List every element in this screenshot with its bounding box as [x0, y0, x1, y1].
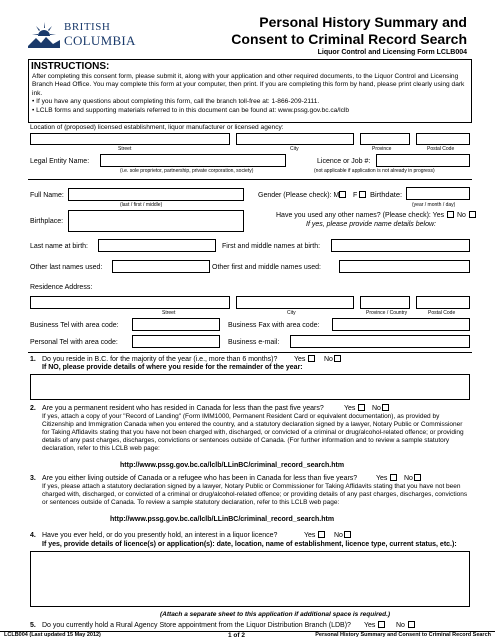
attach-note: (Attach a separate sheet to this application if additional space is required.) [160, 611, 391, 618]
bus-email-label: Business e-mail: [228, 339, 280, 346]
footer-page: 1 of 2 [228, 632, 245, 639]
other-names-no-label: No [457, 212, 466, 219]
q4-detail-field[interactable] [30, 551, 470, 607]
full-name-note: (last / first / middle) [120, 202, 163, 208]
first-middle-birth-label: First and middle names at birth: [222, 243, 321, 250]
location-province-caption: Province [372, 146, 392, 152]
pers-tel-label: Personal Tel with area code: [30, 339, 118, 346]
full-name-label: Full Name: [30, 192, 64, 199]
q1-yes-label: Yes [294, 356, 306, 363]
licence-note: (not applicable if application is not already in progress) [314, 168, 435, 174]
residence-postal-caption: Postal Code [428, 310, 456, 316]
q4-detail: If yes, provide details of licence(s) or application(s): date, location, name of establishment, licence type, current status, etc.): [42, 541, 457, 548]
bc-logo [28, 16, 136, 56]
q3-yes-checkbox[interactable] [390, 474, 397, 481]
q1-number: 1. [30, 356, 36, 363]
other-names-question: Have you used any other names? (Please check): Yes [276, 212, 445, 219]
other-last-label: Other last names used: [30, 264, 103, 271]
location-city-field[interactable] [236, 133, 354, 145]
bus-email-field[interactable] [290, 335, 470, 348]
q5-yes-label: Yes [364, 622, 376, 629]
other-first-label: Other first and middle names used: [212, 264, 321, 271]
residence-street-caption: Street [162, 310, 176, 316]
q3-yes-label: Yes [376, 475, 388, 482]
q5-text: Do you currently hold a Rural Agency Store appointment from the Liquor Distribution Branch (LDB)? [42, 622, 351, 629]
other-last-field[interactable] [112, 260, 210, 273]
q5-no-label: No [396, 622, 405, 629]
q3-no-checkbox[interactable] [414, 474, 421, 481]
legal-entity-note: (i.e. sole proprietor, partnership, private corporation, society) [120, 168, 254, 174]
gender-label: Gender (Please check): M [258, 192, 340, 199]
q4-number: 4. [30, 532, 36, 539]
q4-no-label: No [334, 532, 343, 539]
last-at-birth-field[interactable] [98, 239, 216, 252]
q3-number: 3. [30, 475, 36, 482]
location-province-field[interactable] [360, 133, 410, 145]
last-at-birth-label: Last name at birth: [30, 243, 88, 250]
sun-mountain-icon [28, 16, 60, 52]
residence-label: Residence Address: [30, 284, 93, 291]
birthplace-label: Birthplace: [30, 218, 64, 225]
legal-entity-label: Legal Entity Name: [30, 158, 90, 165]
q2-no-checkbox[interactable] [382, 404, 389, 411]
page-title-line2: Consent to Criminal Record Search [231, 31, 467, 47]
other-first-field[interactable] [339, 260, 470, 273]
q2-text: Are you a permanent resident who has resided in Canada for less than the past five years? [42, 405, 324, 412]
section-divider [28, 179, 472, 180]
q2-no-label: No [372, 405, 381, 412]
logo-line1: BRITISH [64, 21, 111, 33]
instructions-box [28, 59, 472, 123]
instructions-bullet-phone: • If you have any questions about completing this form, call the branch toll-free at: 1-866-209-2111. [32, 98, 320, 105]
q4-text: Have you ever held, or do you presently hold, an interest in a liquor licence? [42, 532, 278, 539]
birthdate-note: (year / month / day) [412, 202, 456, 208]
birthdate-label: Birthdate: [370, 190, 403, 199]
q2-yes-checkbox[interactable] [358, 404, 365, 411]
q1-no-checkbox[interactable] [334, 355, 341, 362]
location-postal-field[interactable] [416, 133, 470, 145]
birthplace-field[interactable] [68, 210, 244, 232]
q3-no-label: No [404, 475, 413, 482]
q4-yes-label: Yes [304, 532, 316, 539]
legal-entity-field[interactable] [100, 154, 286, 167]
gender-f-checkbox[interactable] [359, 191, 366, 198]
q1-detail-field[interactable] [30, 374, 470, 400]
gender-m-checkbox[interactable] [339, 191, 346, 198]
instructions-para: After completing this consent form, please submit it, along with your application and other required documents, to the Liquor Control and Licensing Branch Head Office. You may complete this form at your computer, then print. If you are completing this form by hand, please print clearly using dark ink. [32, 73, 465, 97]
q2-url[interactable]: http://www.pssg.gov.bc.ca/lclb/LLinBC/criminal_record_search.htm [120, 462, 345, 469]
bus-tel-label: Business Tel with area code: [30, 322, 119, 329]
location-street-caption: Street [118, 146, 132, 152]
q3-url[interactable]: http://www.pssg.gov.bc.ca/lclb/LLinBC/criminal_record_search.htm [110, 516, 335, 523]
q2-yes-label: Yes [344, 405, 356, 412]
residence-city-caption: City [287, 310, 296, 316]
q2-number: 2. [30, 405, 36, 412]
q5-yes-checkbox[interactable] [378, 621, 385, 628]
q3-text: Are you either living outside of Canada or a refugee who has been in Canada for less than five years? [42, 475, 358, 482]
location-street-field[interactable] [30, 133, 230, 145]
q5-no-checkbox[interactable] [408, 621, 415, 628]
section-divider [28, 352, 472, 353]
form-subtitle: Liquor Control and Licensing Form LCLB004 [317, 49, 467, 56]
q2-detail: If yes, attach a copy of your "Record of Landing" (Form IMM1000, Permanent Resident Card or equivalent documentation), as provided by Citizenship and Immigration Canada when you entered the country, and a statutory declaration signed by a lawyer, Notary Public or Commissioner for Taking Affidavits stating that you have not been charged with, discharged, or convicted of a criminal or drug/alcohol-related offence; or providing details of any past charges, discharges, convictions or sentences outside of Canada. (For further information and to review a sample statutory declaration, refer to this LCLB web page: [42, 413, 464, 452]
bus-fax-label: Business Fax with area code: [228, 322, 320, 329]
q4-no-checkbox[interactable] [344, 531, 351, 538]
q3-detail: If yes, please attach a statutory declaration signed by a lawyer, Notary Public or Commissioner for Taking Affidavits stating that you have not been charged with, discharged, or convicted of a criminal or drug/alcohol-related offence; or providing details of any past charges, discharges, convictions or sentences outside of Canada. To review a sample statutory declaration, refer to this LCLB web page: [42, 483, 468, 506]
first-middle-birth-field[interactable] [331, 239, 470, 252]
other-names-no-checkbox[interactable] [469, 211, 476, 218]
location-city-caption: City [290, 146, 299, 152]
residence-postal-field[interactable] [416, 296, 470, 309]
bus-fax-field[interactable] [332, 318, 470, 331]
q1-yes-checkbox[interactable] [308, 355, 315, 362]
licence-field[interactable] [376, 154, 470, 167]
residence-province-field[interactable] [360, 296, 410, 309]
residence-street-field[interactable] [30, 296, 230, 309]
residence-city-field[interactable] [236, 296, 354, 309]
footer-right: Personal History Summary and Consent to Criminal Record Search [315, 632, 491, 638]
other-names-yes-checkbox[interactable] [447, 211, 454, 218]
logo-line2: COLUMBIA [64, 33, 136, 48]
licence-label: Licence or Job #: [317, 158, 371, 165]
birthdate-field[interactable] [406, 187, 470, 200]
page-title-line1: Personal History Summary and [259, 14, 467, 30]
pers-tel-field[interactable] [132, 335, 220, 348]
footer-left: LCLB004 (Last updated 15 May 2012) [4, 632, 101, 638]
q5-number: 5. [30, 622, 36, 629]
other-names-if-yes: If yes, please provide name details below: [306, 221, 436, 228]
full-name-field[interactable] [68, 188, 244, 201]
residence-province-caption: Province / Country [366, 310, 408, 316]
instructions-bullet-url: • LCLB forms and supporting materials referred to in this document can be found at: www.pssg.gov.bc.ca/lclb [32, 107, 350, 114]
location-postal-caption: Postal Code [427, 146, 455, 152]
gender-f-label: F [353, 192, 358, 199]
q1-text: Do you reside in B.C. for the majority of the year (i.e., more than 6 months)? [42, 356, 278, 363]
q1-no-label: No [324, 356, 333, 363]
q4-yes-checkbox[interactable] [318, 531, 325, 538]
q1-detail: If NO, please provide details of where you reside for the remainder of the year: [42, 364, 303, 371]
location-label: Location of (proposed) licensed establishment, liquor manufacturer or licensed agency: [30, 124, 284, 131]
bus-tel-field[interactable] [132, 318, 220, 331]
instructions-heading: INSTRUCTIONS: [31, 61, 110, 72]
